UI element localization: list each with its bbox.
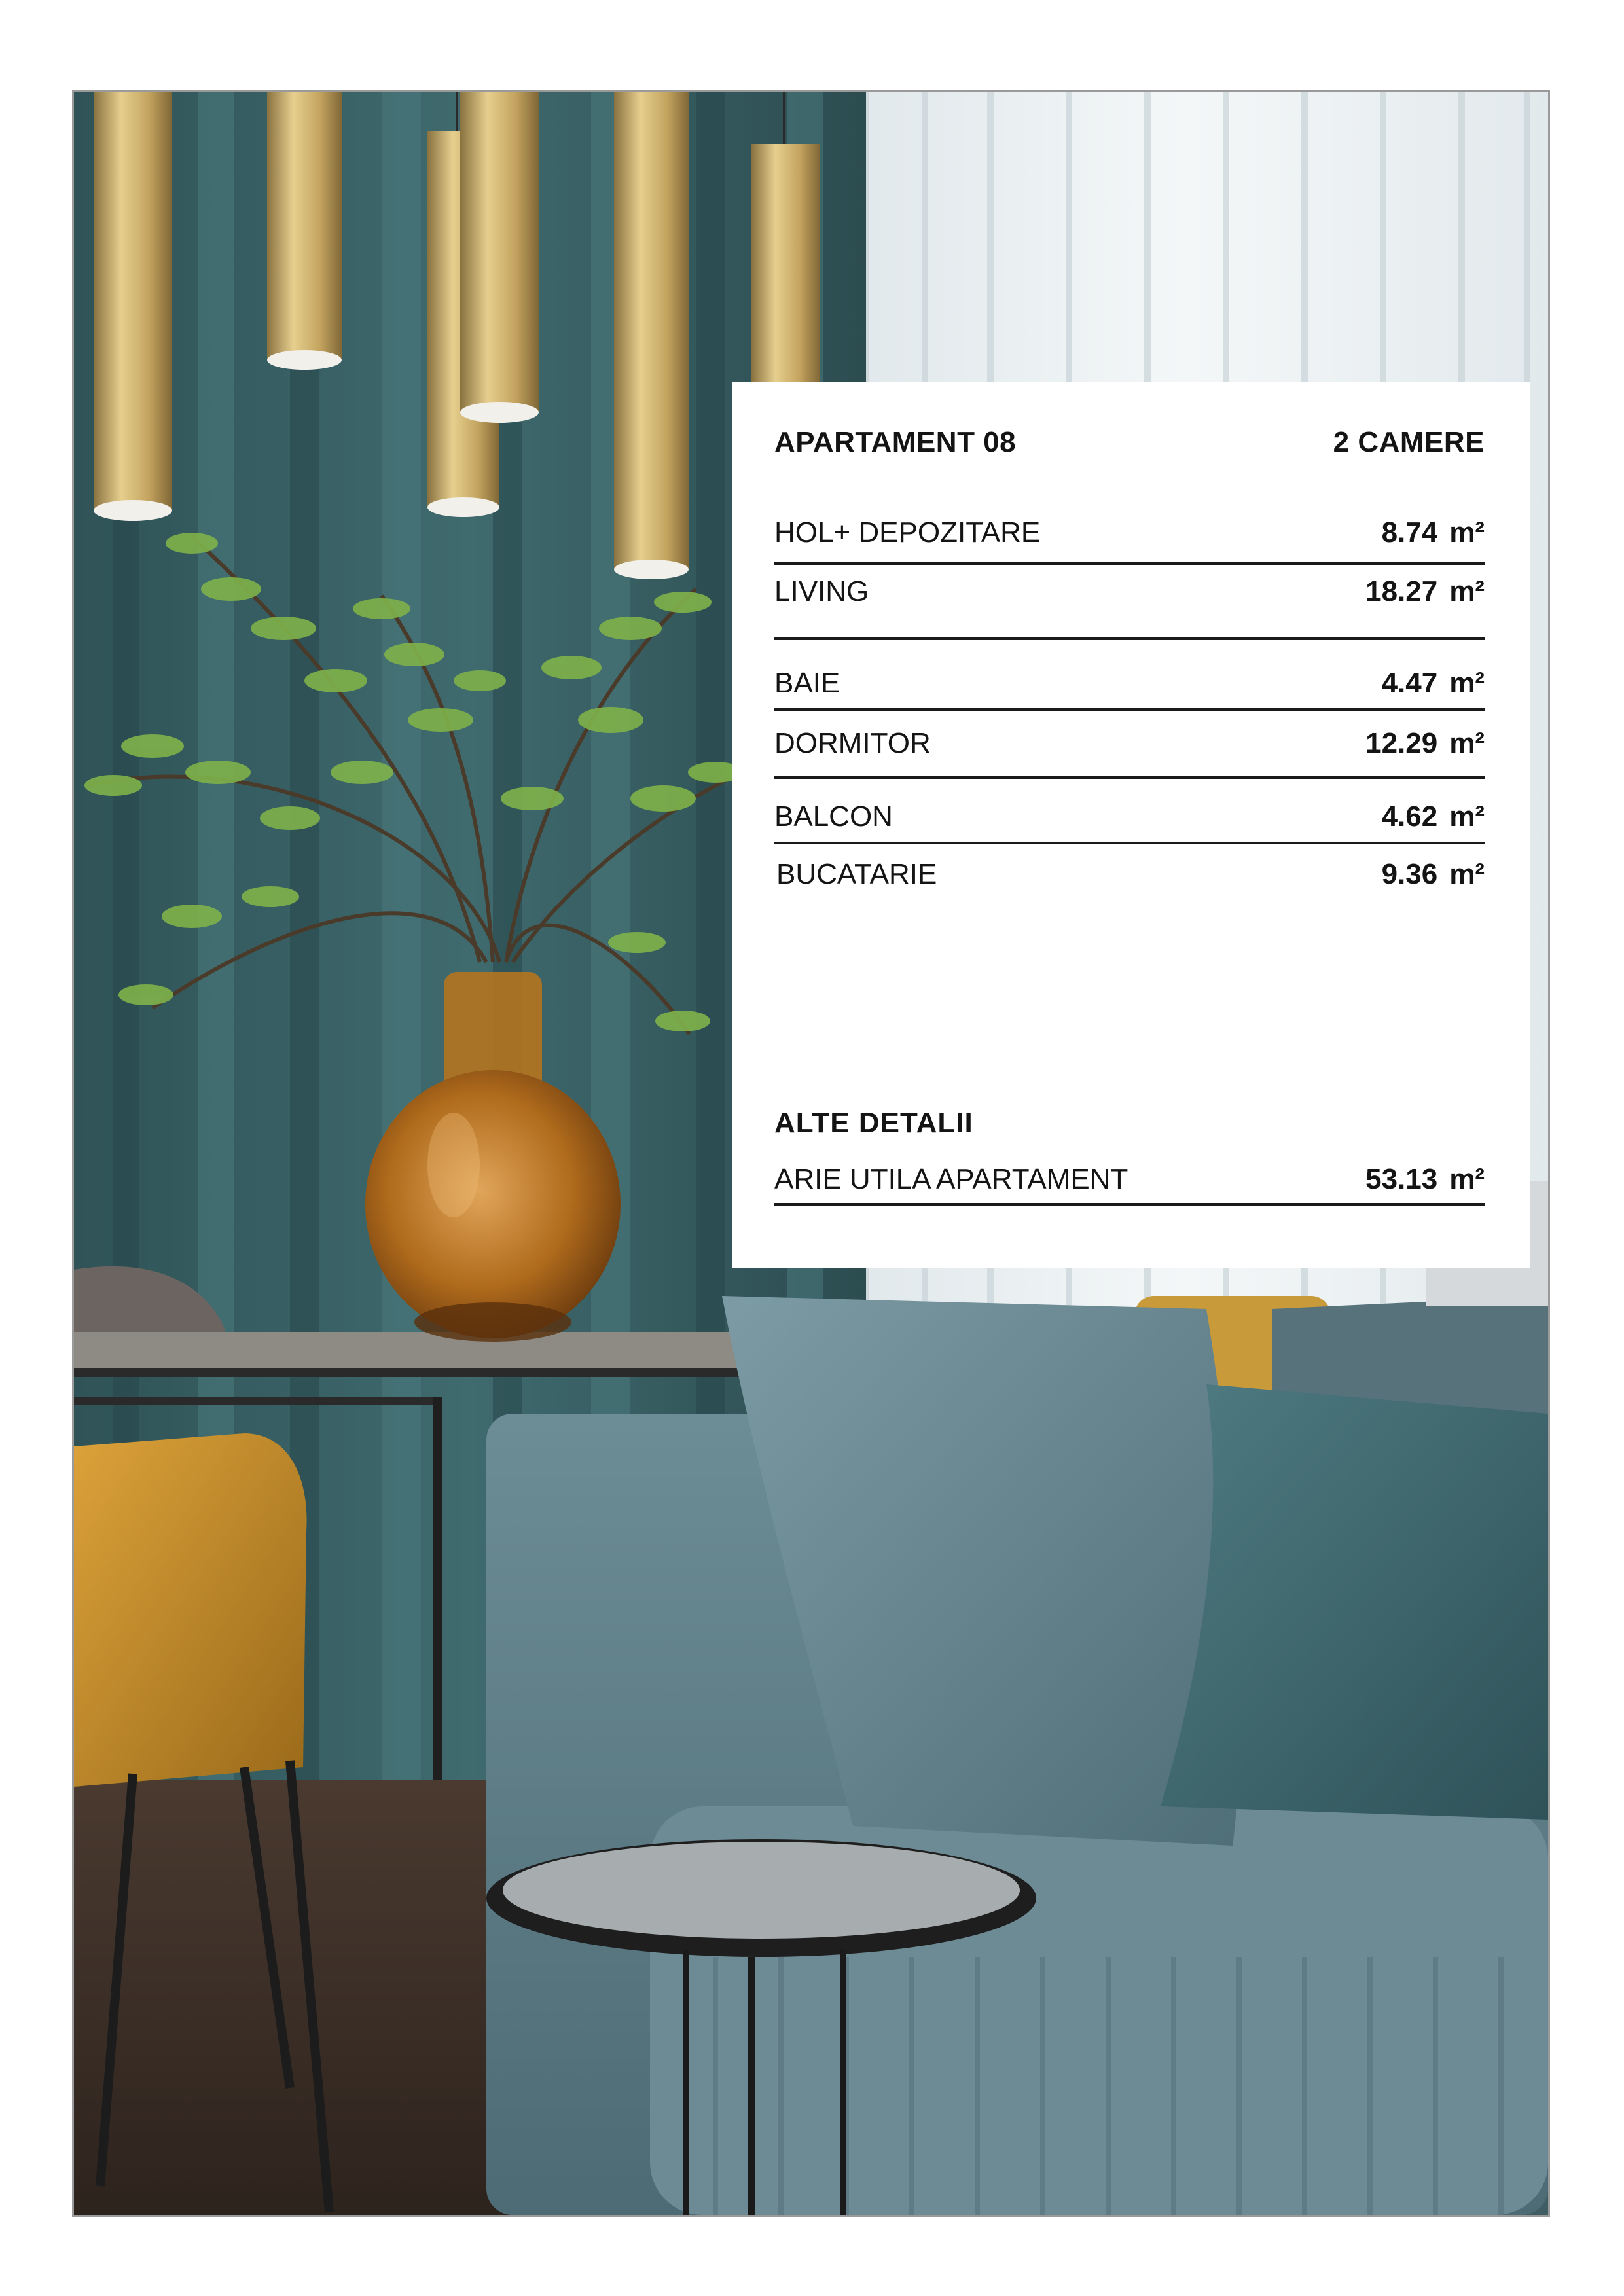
space-area: 12.29 m² [1365, 727, 1485, 759]
apartment-title: APARTAMENT 08 [774, 426, 1017, 458]
list-item [774, 844, 1485, 905]
rooms-count: 2 CAMERE [1333, 426, 1485, 458]
space-label: HOL+ DEPOZITARE [774, 516, 1041, 548]
space-label: BAIE [774, 667, 840, 699]
total-area-value: 53.13 m² [1365, 1163, 1485, 1195]
card-header [774, 426, 1485, 459]
space-label: BALCON [774, 800, 893, 833]
space-area: 9.36 m² [1381, 858, 1485, 890]
sofa [486, 1296, 1548, 2215]
list-item [774, 503, 1485, 565]
list-item [774, 640, 1485, 711]
total-area-label: ARIE UTILA APARTAMENT [774, 1163, 1128, 1195]
space-area: 4.62 m² [1381, 800, 1485, 833]
list-item [774, 779, 1485, 844]
list-item [774, 565, 1485, 640]
space-label: DORMITOR [774, 727, 931, 759]
list-item [774, 711, 1485, 779]
dining-table-top [74, 1332, 742, 1368]
space-label: BUCATARIE [776, 858, 937, 890]
details-title: ALTE DETALII [774, 1107, 973, 1139]
space-label: LIVING [774, 575, 869, 607]
spaces-list [774, 503, 1485, 905]
space-area: 4.47 m² [1381, 667, 1485, 699]
photo-frame [72, 90, 1550, 2217]
space-area: 8.74 m² [1381, 516, 1485, 548]
total-area-row [774, 1156, 1485, 1206]
apartment-card [732, 382, 1530, 1268]
space-area: 18.27 m² [1365, 575, 1485, 607]
